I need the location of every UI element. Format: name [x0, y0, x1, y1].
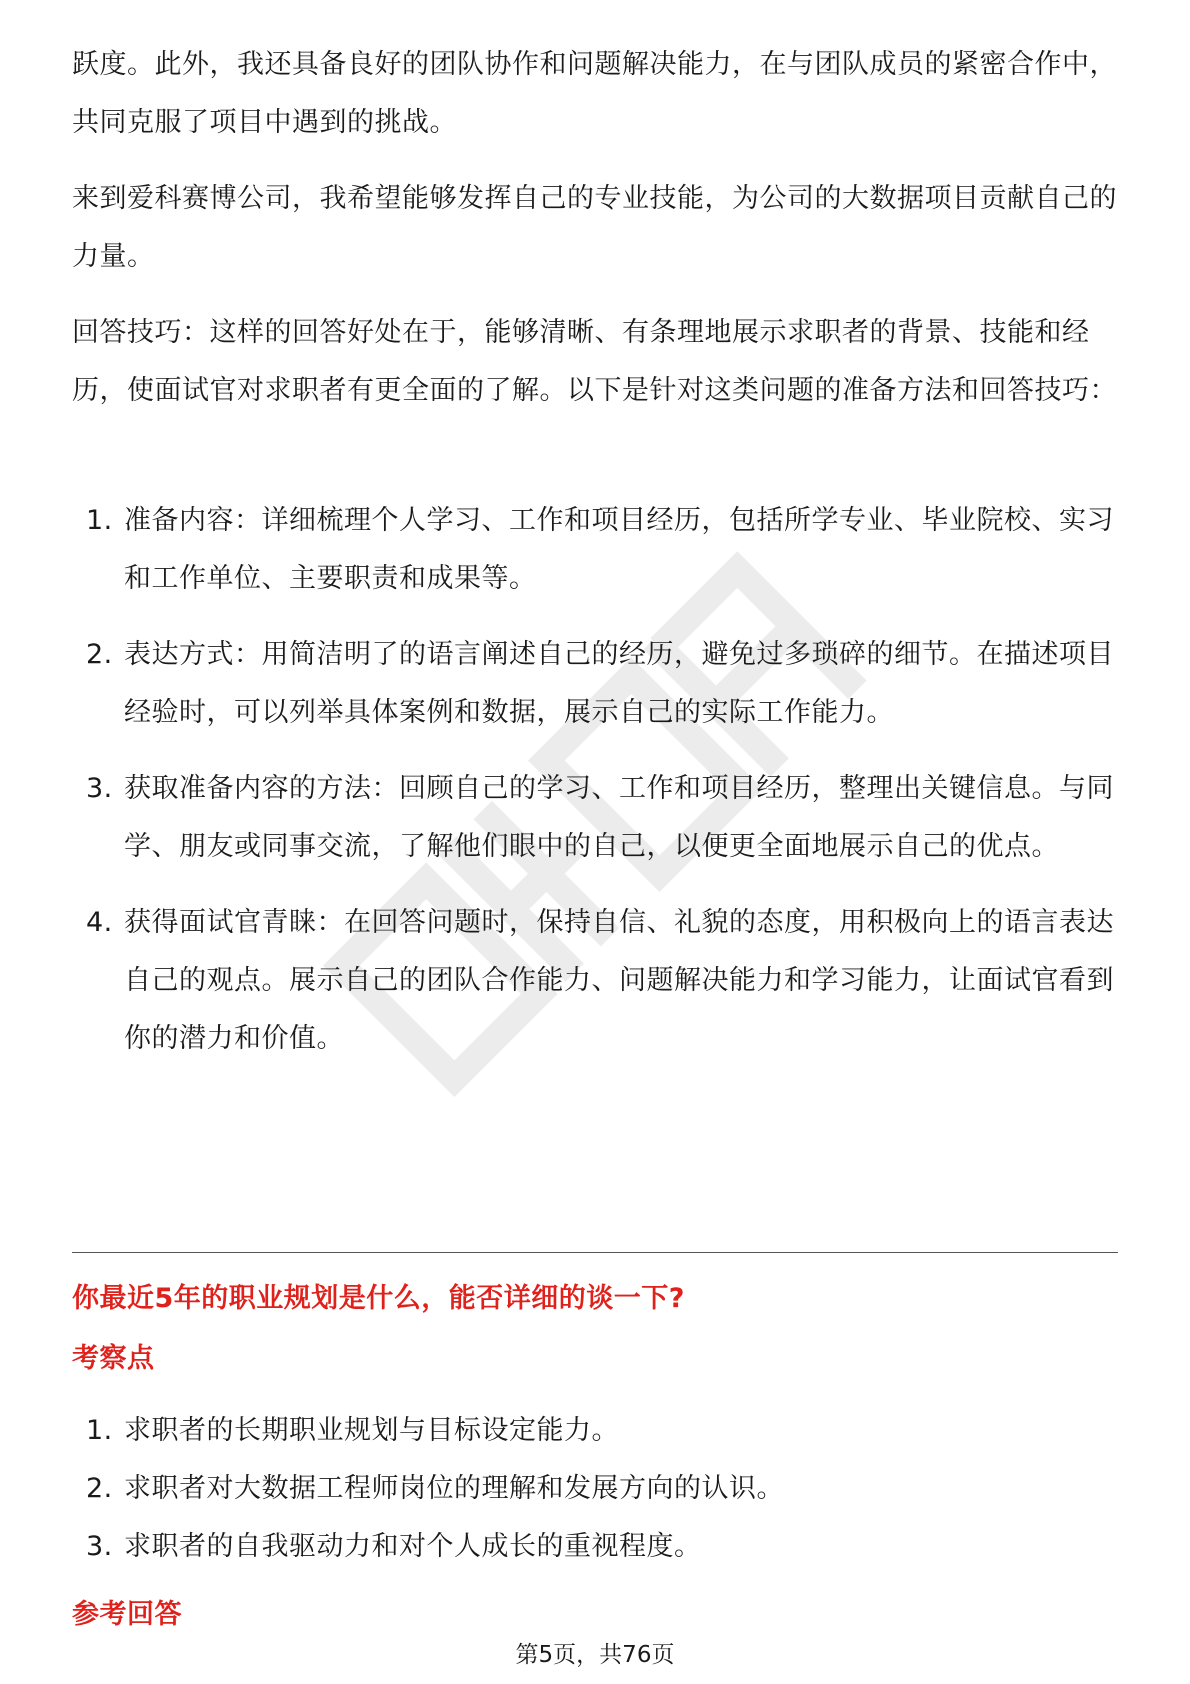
list-number: 3.: [86, 1531, 113, 1562]
list-item: [72, 1460, 1118, 1518]
list-item-text: 准备内容：详细梳理个人学习、工作和项目经历，包括所学专业、毕业院校、实习和工作单位、主要职责和成果等。: [124, 505, 1114, 594]
list-number: 1.: [86, 1415, 113, 1446]
list-item: [72, 894, 1118, 1068]
list-number: 2.: [86, 1473, 113, 1504]
list-number: 2.: [86, 639, 113, 670]
list-item-text: 求职者的自我驱动力和对个人成长的重视程度。: [124, 1531, 702, 1562]
points-heading: 考察点: [72, 1343, 155, 1374]
tips-list: [72, 492, 1118, 1068]
list-item-text: 获取准备内容的方法：回顾自己的学习、工作和项目经历，整理出关键信息。与同学、朋友或同事交流，了解他们眼中的自己，以便更全面地展示自己的优点。: [124, 773, 1114, 862]
section-divider: [72, 1252, 1118, 1253]
points-list: [72, 1402, 1118, 1576]
answer-heading: 参考回答: [72, 1599, 182, 1630]
list-item: [72, 1518, 1118, 1576]
list-item: [72, 760, 1118, 876]
list-item: [72, 1402, 1118, 1460]
list-item-text: 获得面试官青睐：在回答问题时，保持自信、礼貌的态度，用积极向上的语言表达自己的观点。展示自己的团队合作能力、问题解决能力和学习能力，让面试官看到你的潜力和价值。: [124, 907, 1114, 1054]
list-item-text: 求职者对大数据工程师岗位的理解和发展方向的认识。: [124, 1473, 784, 1504]
paragraph-company-goal: 来到爱科赛博公司，我希望能够发挥自己的专业技能，为公司的大数据项目贡献自己的力量。: [72, 183, 1117, 272]
paragraph-intro-continued: 跃度。此外，我还具备良好的团队协作和问题解决能力，在与团队成员的紧密合作中，共同克服了项目中遇到的挑战。: [72, 49, 1117, 138]
list-item-text: 求职者的长期职业规划与目标设定能力。: [124, 1415, 619, 1446]
list-item-text: 表达方式：用简洁明了的语言阐述自己的经历，避免过多琐碎的细节。在描述项目经验时，可以列举具体案例和数据，展示自己的实际工作能力。: [124, 639, 1114, 728]
list-number: 4.: [86, 907, 113, 938]
list-number: 3.: [86, 773, 113, 804]
list-number: 1.: [86, 505, 113, 536]
list-item: [72, 492, 1118, 608]
paragraph-answer-tips: 回答技巧：这样的回答好处在于，能够清晰、有条理地展示求职者的背景、技能和经历，使面试官对求职者有更全面的了解。以下是针对这类问题的准备方法和回答技巧：: [72, 317, 1117, 406]
page-number-footer: 第5页，共76页: [515, 1642, 675, 1668]
list-item: [72, 626, 1118, 742]
question-title: 你最近5年的职业规划是什么，能否详细的谈一下?: [72, 1283, 685, 1314]
